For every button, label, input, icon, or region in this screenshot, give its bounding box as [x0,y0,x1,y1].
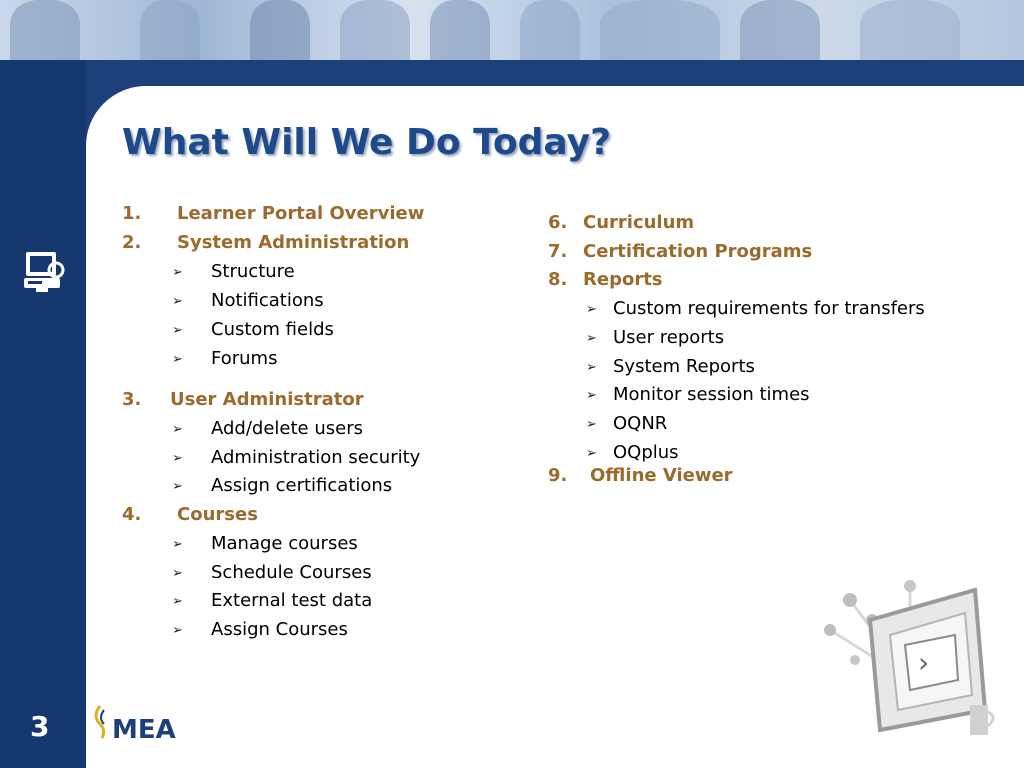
list-item [548,269,663,290]
item-label: Offline Viewer [590,465,733,486]
computer-icon [20,248,66,296]
left-sidebar [0,60,86,768]
bullet-arrow-icon: ➢ [172,623,183,638]
bullet-arrow-icon: ➢ [586,388,597,403]
list-item [122,504,258,525]
photo-person [430,0,490,60]
bullet-arrow-icon: ➢ [172,422,183,437]
monitor-illustration-icon [810,580,1000,740]
item-label: Learner Portal Overview [177,203,425,224]
list-item [122,232,410,253]
bullet-label: Assign Courses [211,619,348,640]
bullet-label: Structure [211,261,295,282]
photo-person [860,0,960,60]
photo-person [740,0,820,60]
bullet-arrow-icon: ➢ [172,594,183,609]
header-blue-bar [0,60,1024,86]
item-number: 9. [548,465,568,486]
photo-person [520,0,580,60]
item-label: Certification Programs [583,241,813,262]
bullet-label: Administration security [211,447,421,468]
bullet-arrow-icon: ➢ [172,323,183,338]
bullet-arrow-icon: ➢ [586,446,597,461]
bullet-label: Custom fields [211,319,334,340]
bullet-label: External test data [211,590,373,611]
item-label: Curriculum [583,212,695,233]
list-item [548,241,813,262]
bullet-arrow-icon: ➢ [172,451,183,466]
page-number: 3 [30,710,50,743]
photo-person [140,0,200,60]
bullet-label: OQplus [613,442,679,463]
item-number: 1. [122,203,142,224]
bullet-label: User reports [613,327,725,348]
item-number: 4. [122,504,142,525]
item-number: 2. [122,232,142,253]
item-number: 7. [548,241,568,262]
list-item [548,465,733,486]
bullet-label: OQNR [613,413,668,434]
photo-person [250,0,310,60]
bullet-label: Assign certifications [211,475,393,496]
bullet-label: Monitor session times [613,384,810,405]
list-item [122,389,364,410]
photo-keyboard [600,0,720,60]
list-item [548,212,695,233]
header-photo-banner [0,0,1024,60]
item-number: 6. [548,212,568,233]
item-label: User Administrator [170,389,364,410]
bullet-arrow-icon: ➢ [586,417,597,432]
mea-logo-icon [90,698,200,748]
item-number: 3. [122,389,142,410]
item-label: Reports [583,269,663,290]
bullet-arrow-icon: ➢ [172,566,183,581]
list-item [122,203,425,224]
bullet-label: Schedule Courses [211,562,372,583]
bullet-arrow-icon: ➢ [172,479,183,494]
bullet-arrow-icon: ➢ [586,302,597,317]
bullet-label: Notifications [211,290,324,311]
bullet-arrow-icon: ➢ [172,537,183,552]
photo-person [340,0,410,60]
item-number: 8. [548,269,568,290]
bullet-arrow-icon: ➢ [586,331,597,346]
item-label: Courses [177,504,258,525]
bullet-label: Manage courses [211,533,358,554]
bullet-label: Forums [211,348,278,369]
bullet-arrow-icon: ➢ [172,265,183,280]
page-title: What Will We Do Today? [122,122,611,163]
item-label: System Administration [177,232,410,253]
bullet-arrow-icon: ➢ [586,360,597,375]
bullet-arrow-icon: ➢ [172,352,183,367]
svg-text:›: › [918,646,930,679]
photo-person [10,0,80,60]
bullet-label: System Reports [613,356,755,377]
svg-text:MEA: MEA [112,715,176,745]
bullet-label: Custom requirements for transfers [613,298,925,319]
bullet-label: Add/delete users [211,418,363,439]
bullet-arrow-icon: ➢ [172,294,183,309]
